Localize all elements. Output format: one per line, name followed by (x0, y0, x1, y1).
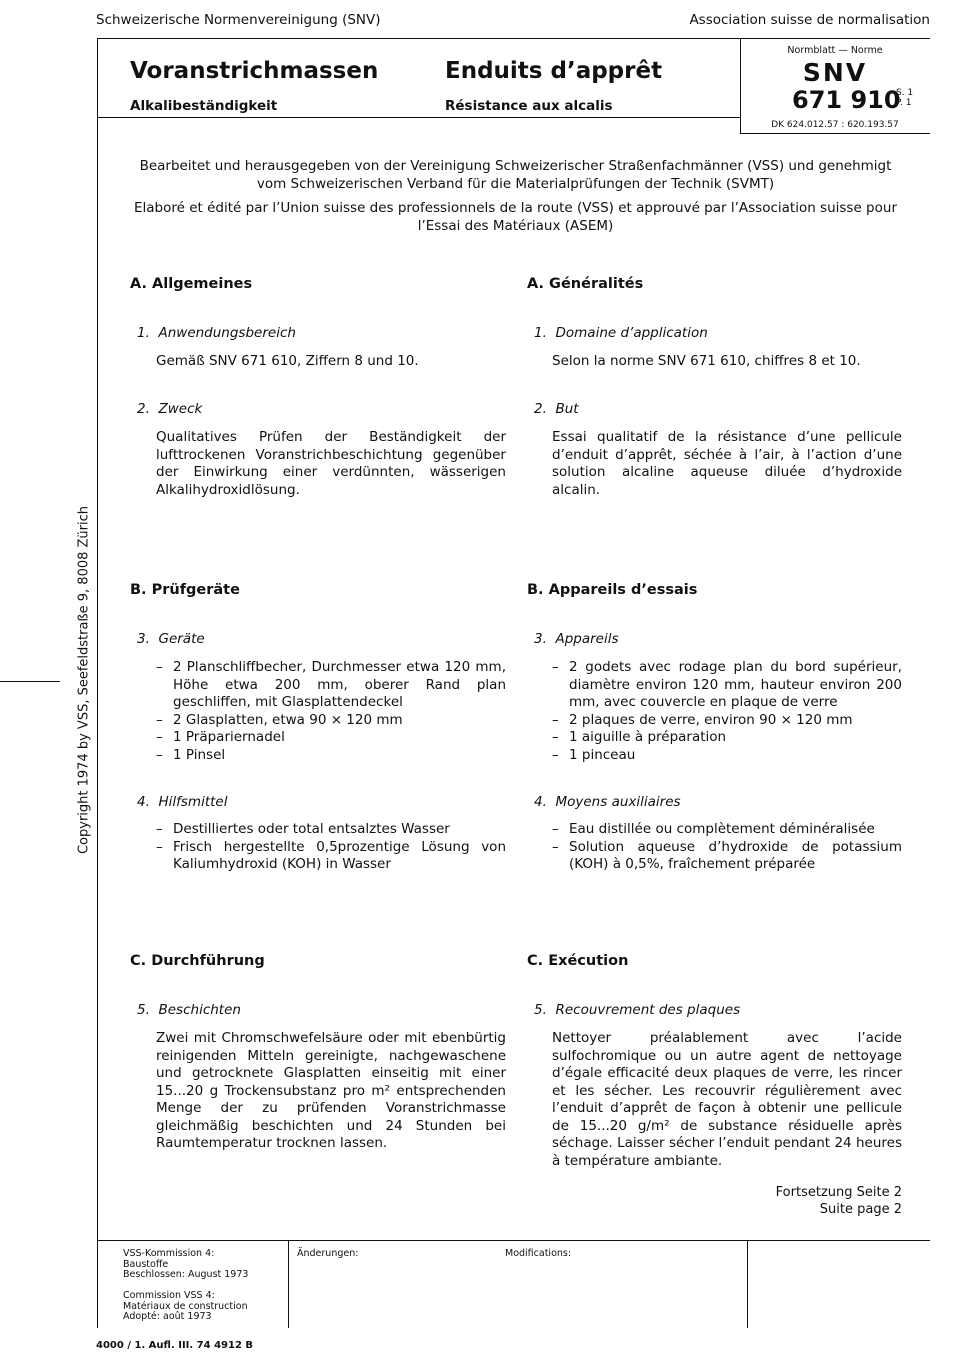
title-fr: Enduits d’apprêt (445, 58, 663, 84)
list-item: – Solution aqueuse d’hydroxide de potassium (KOH) à 0,5%, fraîchement préparée (552, 839, 902, 874)
clause-number: 2. (534, 401, 547, 417)
clause-3-heading-de (137, 631, 205, 647)
footer-text: Beschlossen: August 1973 (123, 1269, 249, 1280)
clause-title: Domaine d’application (555, 325, 708, 341)
intro-fr: Elaboré et édité par l’Union suisse des professionnels de la route (VSS) et approuvé par l’Association suisse pour l’Essai des Matériaux (ASEM) (134, 200, 897, 234)
norm-number: 671 910 (792, 86, 901, 114)
footer-text: Commission VSS 4: (123, 1290, 215, 1301)
list-item: – 2 plaques de verre, environ 90 × 120 mm (552, 712, 902, 730)
subtitle-de: Alkalibeständigkeit (130, 98, 278, 114)
print-code: 4000 / 1. Aufl. III. 74 4912 B (96, 1340, 254, 1351)
clause-number: 3. (137, 631, 150, 647)
clause-number: 5. (137, 1002, 150, 1018)
section-b-heading-de: B. Prüfgeräte (130, 582, 240, 598)
header-number-divider (740, 133, 930, 134)
footer-text: VSS-Kommission 4: (123, 1248, 215, 1259)
clause-1-heading-fr (534, 325, 708, 341)
copyright-vertical: Copyright 1974 by VSS, Seefeldstraße 9, 8008 Zürich (76, 505, 92, 855)
organization-name-de: Schweizerische Normenvereinigung (SNV) (96, 12, 381, 28)
clause-title: Moyens auxiliaires (555, 794, 681, 810)
list-item: – Eau distillée ou complètement déminéralisée (552, 821, 902, 839)
footer-commission-fr (123, 1291, 248, 1323)
organization-name-fr: Association suisse de normalisation (689, 12, 930, 28)
footer-commission-de (123, 1249, 248, 1281)
page-indicator-fr: P. 1 (896, 98, 912, 108)
footer-modifications: Modifications: (505, 1248, 572, 1259)
continuation-de: Fortsetzung Seite 2 (775, 1185, 902, 1200)
list-item: – 2 Planschliffbecher, Durchmesser etwa 120 mm, Höhe etwa 200 mm, oberer Rand plan geschliffen, mit Glasplattendeckel (156, 659, 506, 712)
footer-text: Adopté: août 1973 (123, 1311, 212, 1322)
clause-title: Appareils (555, 631, 619, 647)
clause-1-heading-de (137, 325, 296, 341)
title-de: Voranstrichmassen (130, 58, 379, 84)
header-divider (97, 117, 740, 118)
list-item: – 1 Pinsel (156, 747, 506, 765)
clause-2-text-de: Qualitatives Prüfen der Beständigkeit der lufttrockenen Voranstrichbeschichtung gegenüber der Einwirkung einer verdünnten, wässerigen Alkalihydroxidlösung. (156, 429, 506, 498)
footer-column-divider (288, 1240, 289, 1328)
clause-5-heading-fr (534, 1002, 740, 1018)
footer-text: Baustoffe (123, 1258, 169, 1270)
footer-aenderungen: Änderungen: (297, 1248, 359, 1259)
snv-label: SNV (802, 58, 868, 87)
clause-title: Hilfsmittel (158, 794, 228, 810)
intro-de: Bearbeitet und herausgegeben von der Vereinigung Schweizerischer Straßenfachmänner (VSS) und genehmigt vom Schweizerischen Verband für die Materialprüfungen der Technik (SVMT) (139, 158, 892, 192)
clause-2-heading-de (137, 401, 202, 417)
clause-5-text-fr: Nettoyer préalablement avec l’acide sulfochromique ou un autre agent de nettoyage d’égale efficacité deux plaques de verre, les rincer et les sécher. Les recouvrir régulièrement avec l’enduit d’apprêt de façon à obtenir une pellicule de 15...20 g/m² de substance résiduelle après séchage. Laisser sécher l’enduit pendant 24 heures à température ambiante. (552, 1030, 902, 1169)
clause-5-text-de: Zwei mit Chromschwefelsäure oder mit ebenbürtig reinigenden Mitteln gereinigte, nachgewaschene und getrocknete Glasplatten einseitig mit einer 15...20 g Trockensubstanz pro m² entsprechenden Menge der zu prüfenden Voranstrichmasse gleichmäßig beschichten und 24 Stunden bei Raumtemperatur trocknen lassen. (156, 1030, 506, 1151)
clause-title: Anwendungsbereich (158, 325, 296, 341)
clause-number: 1. (534, 325, 547, 341)
clause-3-list-fr (552, 659, 902, 764)
section-a-heading-fr: A. Généralités (527, 276, 644, 292)
clause-title: Zweck (158, 401, 203, 417)
list-item: – 1 Präpariernadel (156, 729, 506, 747)
footer-divider (97, 1240, 930, 1241)
page-indicator-de: S. 1 (896, 88, 914, 98)
section-c-heading-de: C. Durchführung (130, 953, 265, 969)
clause-4-list-de (156, 821, 506, 874)
list-item: – 2 Glasplatten, etwa 90 × 120 mm (156, 712, 506, 730)
clause-4-heading-fr (534, 794, 681, 810)
continuation-note (776, 1184, 902, 1218)
clause-title: Beschichten (158, 1002, 241, 1018)
fold-mark (0, 681, 60, 682)
clause-number: 2. (137, 401, 150, 417)
normblatt-label: Normblatt — Norme (787, 45, 883, 56)
clause-5-heading-de (137, 1002, 241, 1018)
section-c-heading-fr: C. Exécution (527, 953, 629, 969)
clause-title: Recouvrement des plaques (555, 1002, 741, 1018)
list-item: – Frisch hergestellte 0,5prozentige Lösung von Kaliumhydroxid (KOH) in Wasser (156, 839, 506, 874)
clause-2-heading-fr (534, 401, 579, 417)
clause-number: 1. (137, 325, 150, 341)
section-a-heading-de: A. Allgemeines (130, 276, 253, 292)
clause-4-heading-de (137, 794, 227, 810)
dk-classification: DK 624.012.57 : 620.193.57 (771, 120, 899, 130)
clause-1-text-fr: Selon la norme SNV 671 610, chiffres 8 et 10. (552, 353, 861, 369)
clause-number: 3. (534, 631, 547, 647)
clause-number: 5. (534, 1002, 547, 1018)
page-indicator (896, 88, 913, 108)
subtitle-fr: Résistance aux alcalis (445, 98, 613, 114)
clause-4-list-fr (552, 821, 902, 874)
clause-3-heading-fr (534, 631, 619, 647)
clause-3-list-de (156, 659, 506, 764)
footer-text: Matériaux de construction (123, 1300, 248, 1312)
clause-title: Geräte (158, 631, 205, 647)
clause-2-text-fr: Essai qualitatif de la résistance d’une pellicule d’enduit d’apprêt, séchée à l’air, à l’action d’une solution alcaline aqueuse diluée d’hydroxide alcalin. (552, 429, 902, 498)
footer-column-divider (747, 1240, 748, 1328)
clause-title: But (555, 401, 579, 417)
clause-number: 4. (534, 794, 547, 810)
list-item: – 1 aiguille à préparation (552, 729, 902, 747)
list-item: – 1 pinceau (552, 747, 902, 765)
clause-number: 4. (137, 794, 150, 810)
list-item: – Destilliertes oder total entsalztes Wasser (156, 821, 506, 839)
continuation-fr: Suite page 2 (819, 1202, 902, 1217)
clause-1-text-de: Gemäß SNV 671 610, Ziffern 8 und 10. (156, 353, 419, 369)
list-item: – 2 godets avec rodage plan du bord supérieur, diamètre environ 120 mm, hauteur environ 200 mm, avec couvercle en plaque de verre (552, 659, 902, 712)
section-b-heading-fr: B. Appareils d’essais (527, 582, 698, 598)
